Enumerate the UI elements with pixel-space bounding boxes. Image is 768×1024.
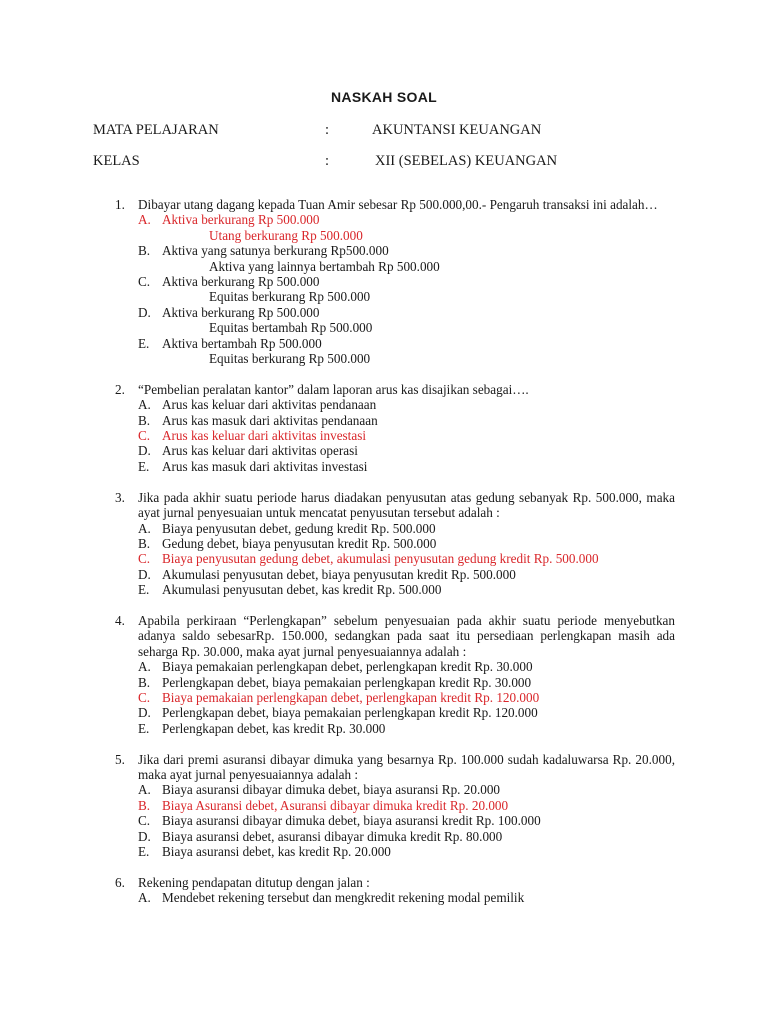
option-letter: E. xyxy=(138,720,150,736)
answer-option xyxy=(138,274,675,305)
question-item xyxy=(115,613,675,736)
question-item xyxy=(115,490,675,598)
option-text-line2: Equitas berkurang Rp 500.000 xyxy=(209,289,371,305)
page-title: NASKAH SOAL xyxy=(331,89,437,105)
answer-option xyxy=(138,567,675,582)
question-number: 6. xyxy=(115,874,125,890)
answer-option xyxy=(138,675,675,690)
answer-option xyxy=(138,890,675,905)
option-text: Biaya pemakaian perlengkapan debet, perlengkapan kredit Rp. 30.000 xyxy=(162,659,533,675)
option-letter: A. xyxy=(138,659,151,675)
option-letter: B. xyxy=(138,797,151,813)
answer-option xyxy=(138,305,675,336)
meta-colon: : xyxy=(325,153,330,169)
option-letter: E. xyxy=(138,335,150,351)
question-number: 4. xyxy=(115,612,125,628)
answer-option xyxy=(138,536,675,551)
option-letter: A. xyxy=(138,782,151,798)
option-text: Aktiva berkurang Rp 500.000 xyxy=(162,274,320,290)
option-letter: E. xyxy=(138,844,150,859)
question-item xyxy=(115,197,675,366)
answer-option xyxy=(138,459,675,474)
option-letter: A. xyxy=(138,520,151,536)
question-text: Jika pada akhir suatu periode harus diadakan penyusutan atas gedung sebanyak Rp. 500.000, maka ayat jurnal penyesuaian untuk mencatat penyusutan tersebut adalah : xyxy=(138,489,675,521)
option-letter: D. xyxy=(138,828,151,844)
option-letter: B. xyxy=(138,243,151,259)
question-text: Dibayar utang dagang kepada Tuan Amir sebesar Rp 500.000,00.- Pengaruh transaksi ini adalah… xyxy=(138,197,658,212)
option-text: Akumulasi penyusutan debet, biaya penyusutan kredit Rp. 500.000 xyxy=(162,566,516,582)
answer-option xyxy=(138,705,675,720)
answer-option-correct xyxy=(138,428,675,443)
answer-option xyxy=(138,782,675,797)
answer-option xyxy=(138,243,675,274)
answer-option xyxy=(138,844,675,859)
answer-option xyxy=(138,336,675,367)
option-letter: D. xyxy=(138,705,151,721)
answer-option xyxy=(138,521,675,536)
answer-option xyxy=(138,413,675,428)
question-item xyxy=(115,382,675,474)
option-text: Aktiva berkurang Rp 500.000 xyxy=(162,212,320,228)
option-text: Arus kas masuk dari aktivitas investasi xyxy=(162,458,368,474)
option-text: Biaya pemakaian perlengkapan debet, perlengkapan kredit Rp. 120.000 xyxy=(162,689,540,705)
question-list xyxy=(115,197,675,921)
answer-option xyxy=(138,443,675,458)
answer-option-correct xyxy=(138,212,675,243)
option-text: Arus kas masuk dari aktivitas pendanaan xyxy=(162,412,378,428)
option-text: Biaya asuransi dibayar dimuka debet, biaya asuransi Rp. 20.000 xyxy=(162,782,501,798)
option-letter: C. xyxy=(138,813,151,829)
option-text: Arus kas keluar dari aktivitas operasi xyxy=(162,443,358,459)
option-letter: D. xyxy=(138,566,151,582)
answer-option xyxy=(138,397,675,412)
option-letter: A. xyxy=(138,890,151,906)
answer-option-correct xyxy=(138,551,675,566)
option-text-line2: Aktiva yang lainnya bertambah Rp 500.000 xyxy=(209,258,440,274)
option-letter: C. xyxy=(138,428,151,444)
option-text: Perlengkapan debet, kas kredit Rp. 30.000 xyxy=(162,720,386,736)
option-text: Perlengkapan debet, biaya pemakaian perlengkapan kredit Rp. 120.000 xyxy=(162,705,538,721)
option-text: Arus kas keluar dari aktivitas pendanaan xyxy=(162,397,377,413)
question-number: 1. xyxy=(115,197,125,212)
option-text: Biaya penyusutan gedung debet, akumulasi penyusutan gedung kredit Rp. 500.000 xyxy=(162,551,599,567)
option-text-line2: Equitas berkurang Rp 500.000 xyxy=(209,351,371,367)
answer-option xyxy=(138,829,675,844)
option-letter: E. xyxy=(138,582,150,598)
option-letter: E. xyxy=(138,458,150,474)
option-text: Biaya asuransi dibayar dimuka debet, biaya asuransi kredit Rp. 100.000 xyxy=(162,813,541,829)
option-text: Gedung debet, biaya penyusutan kredit Rp. 500.000 xyxy=(162,535,437,551)
option-text: Mendebet rekening tersebut dan mengkredit rekening modal pemilik xyxy=(162,890,525,906)
answer-option xyxy=(138,721,675,736)
meta-value: AKUNTANSI KEUANGAN xyxy=(372,122,542,138)
option-text: Aktiva yang satunya berkurang Rp500.000 xyxy=(162,243,389,259)
option-text: Biaya penyusutan debet, gedung kredit Rp. 500.000 xyxy=(162,520,436,536)
option-letter: A. xyxy=(138,212,151,228)
question-text: Rekening pendapatan ditutup dengan jalan : xyxy=(138,874,370,890)
answer-option xyxy=(138,659,675,674)
option-letter: B. xyxy=(138,412,151,428)
option-letter: A. xyxy=(138,397,151,413)
option-letter: B. xyxy=(138,535,151,551)
option-text: Biaya asuransi debet, asuransi dibayar dimuka kredit Rp. 80.000 xyxy=(162,828,503,844)
option-letter: C. xyxy=(138,551,151,567)
option-text: Aktiva berkurang Rp 500.000 xyxy=(162,304,320,320)
answer-option xyxy=(138,582,675,597)
answer-option xyxy=(138,813,675,828)
question-number: 2. xyxy=(115,381,125,397)
meta-key: KELAS xyxy=(93,153,140,169)
meta-key: MATA PELAJARAN xyxy=(93,122,219,138)
option-text: Perlengkapan debet, biaya pemakaian perlengkapan kredit Rp. 30.000 xyxy=(162,674,532,690)
answer-option-correct xyxy=(138,798,675,813)
question-number: 5. xyxy=(115,751,125,767)
option-letter: D. xyxy=(138,443,151,459)
option-text: Biaya Asuransi debet, Asuransi dibayar dimuka kredit Rp. 20.000 xyxy=(162,797,509,813)
question-text: Apabila perkiraan “Perlengkapan” sebelum penyesuaian pada akhir suatu periode menyebutkan adanya saldo sebesarRp. 150.000, sedangkan pada saat itu persediaan perlengkapan masih ada seharga Rp. 30.000, maka ayat jurnal penyesuaiannya adalah : xyxy=(138,612,675,659)
option-letter: D. xyxy=(138,304,151,320)
question-text: Jika dari premi asuransi dibayar dimuka yang besarnya Rp. 100.000 sudah kadaluwarsa Rp. 20.000, maka ayat jurnal penyesuaiannya adalah : xyxy=(138,751,675,782)
question-item xyxy=(115,752,675,860)
option-text: Aktiva bertambah Rp 500.000 xyxy=(162,335,322,351)
option-text: Arus kas keluar dari aktivitas investasi xyxy=(162,428,366,444)
option-letter: C. xyxy=(138,274,151,290)
option-letter: C. xyxy=(138,689,151,705)
answer-option-correct xyxy=(138,690,675,705)
meta-value: XII (SEBELAS) KEUANGAN xyxy=(375,153,558,169)
option-letter: B. xyxy=(138,674,151,690)
option-text-line2: Utang berkurang Rp 500.000 xyxy=(209,227,363,243)
question-item xyxy=(115,875,675,906)
option-text: Akumulasi penyusutan debet, kas kredit Rp. 500.000 xyxy=(162,582,442,598)
option-text: Biaya asuransi debet, kas kredit Rp. 20.000 xyxy=(162,844,391,859)
option-text-line2: Equitas bertambah Rp 500.000 xyxy=(209,320,373,336)
question-text: “Pembelian peralatan kantor” dalam laporan arus kas disajikan sebagai…. xyxy=(138,381,529,397)
meta-colon: : xyxy=(325,122,330,138)
question-number: 3. xyxy=(115,489,125,505)
